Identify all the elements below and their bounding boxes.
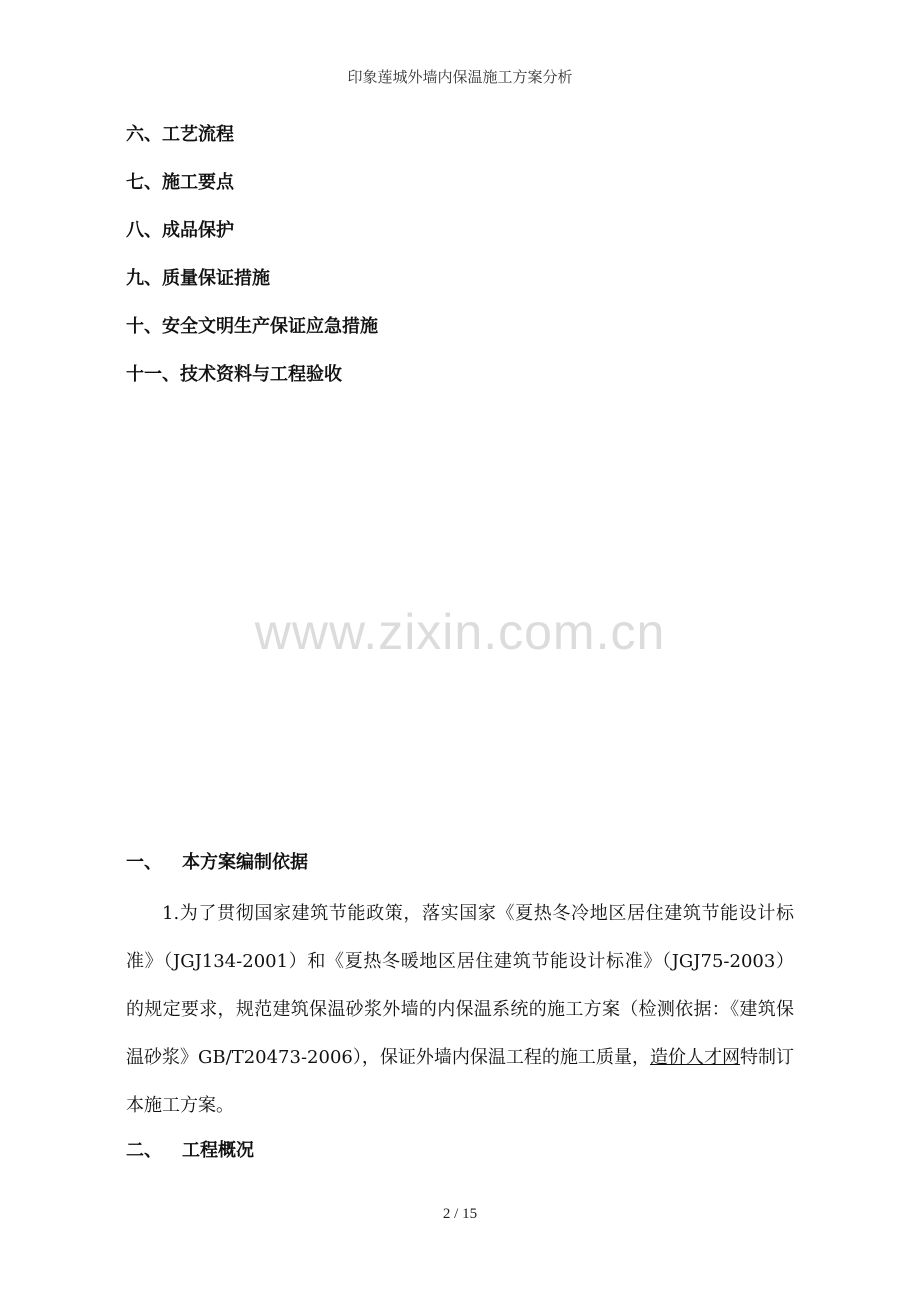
table-of-contents [126,120,378,408]
section-title: 本方案编制依据 [182,852,308,873]
paragraph-text-end: 特制订本施工方案。 [126,1047,795,1116]
section-heading [126,848,308,874]
watermark: www.zixin.com.cn [254,604,666,660]
site-link[interactable]: 造价人才网 [649,1047,740,1068]
toc-item: 九、质量保证措施 [126,268,270,289]
section-number: 二、 [126,1140,162,1161]
section-title: 工程概况 [182,1140,254,1161]
page-header-title: 印象莲城外墙内保温施工方案分析 [347,68,573,86]
page-number: 2 / 15 [442,1206,478,1222]
toc-item: 十、安全文明生产保证应急措施 [126,316,378,337]
toc-item: 六、工艺流程 [126,124,234,145]
toc-item: 十一、技术资料与工程验收 [126,364,342,385]
paragraph-text: 1.为了贯彻国家建筑节能政策，落实国家《夏热冬冷地区居住建筑节能设计标准》（JGJ134-2001）和《夏热冬暖地区居住建筑节能设计标准》（JGJ75-2003）的规定要求，规范建筑保温砂浆外墙的内保温系统的施工方案（检测依据：《建筑保温砂浆》GB/T20473-2006），保证外墙内保温工程的施工质量， [126,903,794,1068]
section-number: 一、 [126,852,162,873]
body-paragraph [126,890,794,1130]
toc-item: 七、施工要点 [126,172,234,193]
toc-item: 八、成品保护 [126,220,234,241]
section-heading [126,1136,254,1162]
